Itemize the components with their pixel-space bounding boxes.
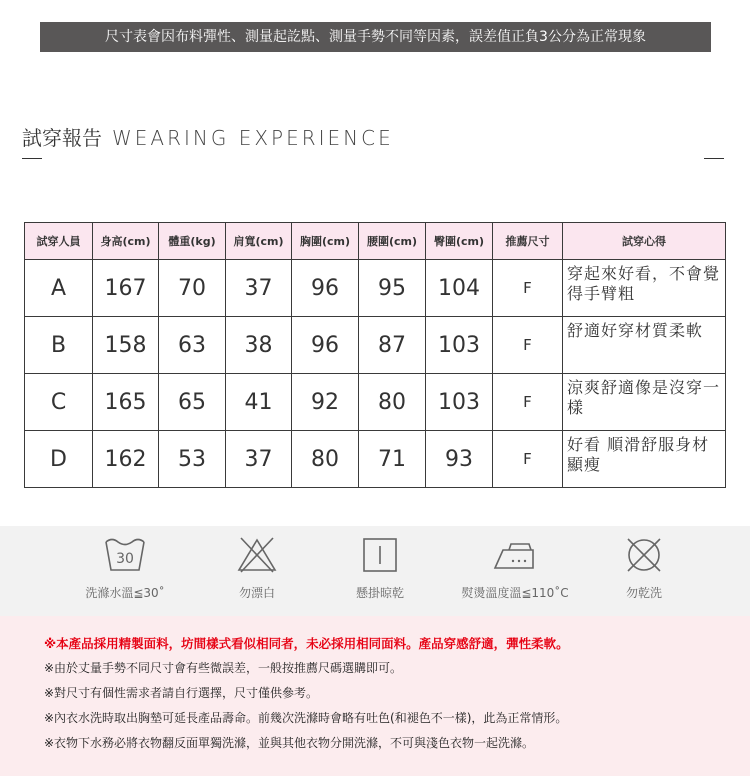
table-row [25,317,726,374]
table-cell: 71 [359,431,426,488]
table-cell: 53 [159,431,226,488]
table-cell-comment: 好看 順滑舒服身材顯瘦 [563,431,726,488]
care-label: 勿乾洗 [625,586,662,600]
table-cell: 96 [292,317,359,374]
no-bleach-icon [235,536,279,574]
table-row [25,431,726,488]
table-header-row [25,223,726,260]
table-cell: 158 [93,317,159,374]
note-line: ※衣物下水務必將衣物翻反面單獨洗滌，並與其他衣物分開洗滌，不可與淺色衣物一起洗滌。 [44,736,535,750]
hang-dry-icon [358,536,402,574]
table-cell: A [25,260,93,317]
table-cell: 65 [159,374,226,431]
header-cell: 身高(cm) [93,223,159,260]
table-cell: 70 [159,260,226,317]
table-cell-comment: 穿起來好看，不會覺得手臂粗 [563,260,726,317]
table-cell: 96 [292,260,359,317]
table-cell-comment: 涼爽舒適像是沒穿一樣 [563,374,726,431]
table-cell: 104 [426,260,493,317]
table-cell: F [493,260,563,317]
table-cell: 95 [359,260,426,317]
title-rule-right [704,158,724,159]
section-title-zh: 試穿報告 [22,126,102,150]
section-title [22,122,394,151]
note-highlight: ※本產品採用精製面料，坊間樣式看似相同者，未必採用相同面料。產品穿感舒適，彈性柔軟。 [44,636,569,651]
wash-temp-text: 30 [116,551,134,567]
table-cell-comment: 舒適好穿材質柔軟 [563,317,726,374]
note-line: ※內衣水洗時取出胸墊可延長產品壽命。前幾次洗滌時會略有吐色(和褪色不一樣)，此為正常情形。 [44,711,568,725]
table-cell: 63 [159,317,226,374]
no-tumble-dry-icon [622,536,666,574]
table-cell: 167 [93,260,159,317]
table-cell: 162 [93,431,159,488]
care-label: 熨燙溫度溫≦110˚C [461,586,569,600]
header-cell: 胸圍(cm) [292,223,359,260]
table-cell: 93 [426,431,493,488]
table-row [25,260,726,317]
care-instructions [0,526,750,616]
care-item-no-bleach [197,536,317,601]
header-cell: 臀圍(cm) [426,223,493,260]
table-cell: 87 [359,317,426,374]
care-label: 懸掛晾乾 [355,586,404,600]
table-cell: 165 [93,374,159,431]
table-cell: 80 [292,431,359,488]
table-cell: 37 [226,431,292,488]
header-cell: 試穿心得 [563,223,726,260]
care-item-wash [65,536,185,601]
table-cell: F [493,374,563,431]
table-cell: 103 [426,374,493,431]
header-cell: 腰圍(cm) [359,223,426,260]
care-item-hang-dry [320,536,440,601]
table-cell: C [25,374,93,431]
header-cell: 試穿人員 [25,223,93,260]
fitting-report-table [24,222,726,488]
header-cell: 體重(kg) [159,223,226,260]
table-cell: F [493,431,563,488]
table-cell: D [25,431,93,488]
iron-icon [491,536,539,574]
wash-30-icon [103,536,147,574]
table-cell: 92 [292,374,359,431]
product-notes [0,616,750,776]
table-cell: F [493,317,563,374]
table-cell: 80 [359,374,426,431]
table-cell: 103 [426,317,493,374]
table-cell: 38 [226,317,292,374]
care-label: 勿漂白 [238,586,275,600]
note-line: ※對尺寸有個性需求者請自行選擇，尺寸僅供參考。 [44,686,319,700]
care-item-iron [455,536,575,601]
note-line: ※由於丈量手勢不同尺寸會有些微誤差，一般按推薦尺碼選購即可。 [44,661,403,675]
table-cell: 37 [226,260,292,317]
table-row [25,374,726,431]
section-title-en: WEARING EXPERIENCE [112,126,394,150]
table-cell: 41 [226,374,292,431]
care-label: 洗滌水溫≦30˚ [85,586,165,600]
header-cell: 肩寬(cm) [226,223,292,260]
size-disclaimer-banner: 尺寸表會因布料彈性、測量起訖點、測量手勢不同等因素，誤差值正負3公分為正常現象 [40,22,711,52]
title-rule-left [22,158,42,159]
care-item-no-dry-clean [584,536,704,601]
header-cell: 推薦尺寸 [493,223,563,260]
table-cell: B [25,317,93,374]
